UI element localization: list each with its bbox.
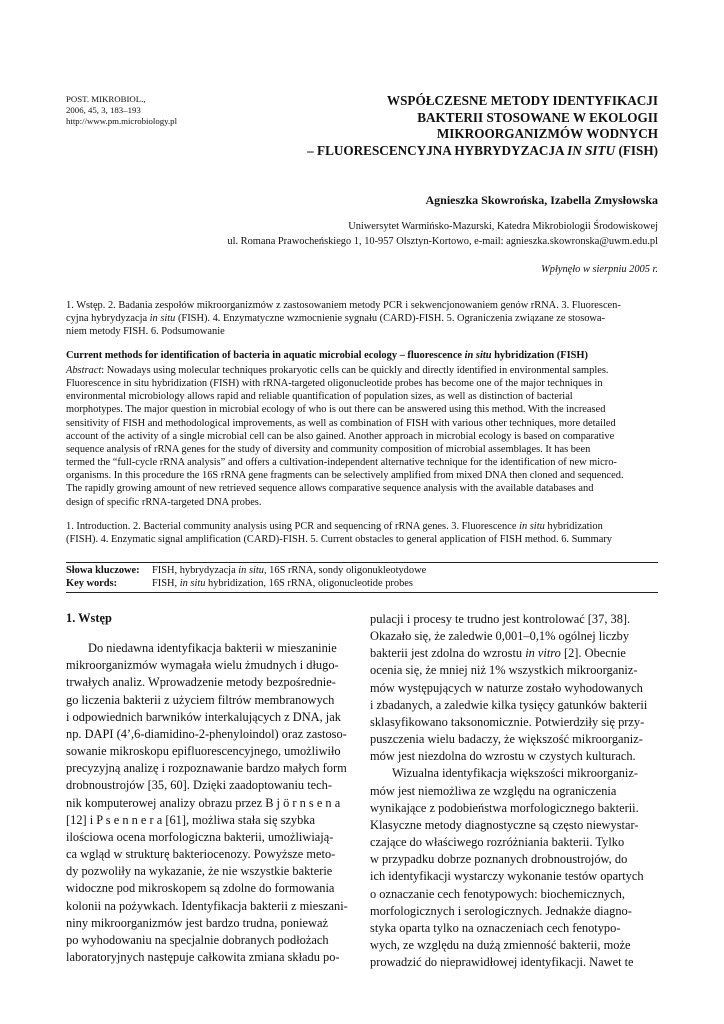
body-line: sowanie mikroskopu epifluorescencyjnego, umożliwiło [66, 744, 341, 759]
abstract-line: Abstract: Nowadays using molecular techniques prokaryotic cells can be quickly and directly identified in environmental samples. [66, 365, 609, 376]
body-line: morfologicznych i serologicznych. Jednakże diagno- [370, 903, 632, 918]
contents-english [66, 520, 658, 547]
body-line: Okazało się, że zaledwie 0,001–0,1% ogólnej liczby [370, 629, 630, 644]
affiliation-line-2: ul. Romana Prawocheńskiego 1, 10-957 Olsztyn-Kortowo, e-mail: agnieszka.skowronska@uwm.edu.pl [227, 236, 658, 247]
body-line: pulacji i procesy te trudno jest kontrolować [37, 38]. [370, 612, 631, 626]
body-line: go liczenia bakterii z użyciem filtrów membranowych [66, 692, 335, 707]
body-line: drobnoustrojów [35, 60]. Dzięki zaadoptowaniu tech- [66, 778, 332, 793]
english-title: Current methods for identification of bacteria in aquatic microbial ecology – fluorescence in situ hybridization (FISH) [66, 350, 588, 361]
body-line: ocenia się, że mniej niż 1% wszystkich mikroorganiz- [370, 663, 638, 678]
contents-polish-line: cyjna hybrydyzacja in situ (FISH). 4. Enzymatyczne wzmocnienie sygnału (CARD)-FISH. 5. Ograniczenia związane ze stosowa- [66, 313, 606, 325]
body-line: prowadzić do nieprawidłowej identyfikacji. Nawet te [370, 955, 634, 970]
abstract-line: environmental microbiology allows rapid and reliable quantification of population sizes, as well as distinction of bacterial [66, 391, 573, 403]
body-line: ich identyfikacji wystarczy wykonanie testów opartych [370, 869, 644, 884]
received-date: Wpłynęło w sierpniu 2005 r. [541, 264, 658, 275]
body-line: ca wgląd w strukturę bakteriocenozy. Powyższe meto- [66, 847, 336, 862]
abstract [66, 364, 658, 509]
abstract-line: account of the activity of a single microbial cell can be also gained. Another approach in microbial ecology is based on comparative [66, 430, 615, 442]
abstract-line: organisms. In this procedure the 16S rRNA gene fragments can be selectively amplified from mixed DNA then cloned and sequenced. [66, 470, 624, 482]
body-line: wych, ze względu na dużą zmienność bakterii, może [370, 937, 631, 952]
journal-name: POST. MIKROBIOL., [66, 94, 146, 104]
title-line-3: MIKROORGANIZMÓW WODNYCH [436, 126, 658, 142]
body-line: czające do właściwego rozróżniania bakterii. Tylko [370, 835, 625, 850]
body-line: mów jest niezdolna do wzrostu w czystych kulturach. [370, 749, 636, 764]
body-line: ilościowa ocena morfologiczna bakterii, umożliwiają- [66, 829, 334, 844]
body-line: o oznaczanie cech fenotypowych: biochemicznych, [370, 886, 625, 901]
body-line: bakterii jest zdolna do wzrostu in vitro [2]. Obecnie [370, 646, 626, 661]
body-line: kolonii na pożywkach. Identyfikacja bakterii z mieszani- [66, 898, 348, 913]
abstract-label: Abstract [66, 365, 102, 376]
journal-url: http://www.pm.microbiology.pl [66, 116, 178, 126]
body-column-left [66, 610, 354, 966]
authors: Agnieszka Skowrońska, Izabella Zmysłowska [425, 193, 658, 207]
article-title [238, 93, 658, 159]
body-line: precyzyjną analizę i rozpoznawanie bardzo małych form [66, 761, 347, 776]
contents-polish-line: 1. Wstęp. 2. Badania zespołów mikroorganizmów z zastosowaniem metody PCR i sekwencjonowaniem genów rRNA. 3. Fluorescen- [66, 300, 621, 311]
body-line: puszczenia wielu badaczy, że większość mikroorganiz- [370, 732, 643, 747]
body-line: mów jest niemożliwa ze względu na ograniczenia [370, 783, 617, 798]
journal-issue: 2006, 45, 3, 183–193 [66, 105, 141, 115]
body-line: Do niedawna identyfikacja bakterii w mieszaninie [88, 641, 337, 656]
abstract-line: termed the “full-cycle rRNA analysis” and offers a cultivation-independent alternative technique for the identification of new micro- [66, 457, 617, 469]
body-line: niny mikroorganizmów jest bardzo trudna, ponieważ [66, 915, 328, 930]
body-line: styka oparta tylko na oznaczeniach cech fenotypo- [370, 920, 621, 935]
body-line: Klasyczne metody diagnostyczne są często niewystar- [370, 817, 639, 832]
body-line: wynikające z podobieństwa morfologicznego bakterii. [370, 800, 639, 815]
body-line: sklasyfikowano taksonomicznie. Potwierdziły się przy- [370, 714, 645, 729]
contents-polish-line: niem metody FISH. 6. Podsumowanie [66, 326, 225, 338]
affiliation [98, 219, 658, 249]
keywords [66, 565, 658, 590]
abstract-line: morphotypes. The major question in microbial ecology of who is out there can be answered using this method. With the increased [66, 404, 606, 416]
body-column-right [370, 611, 658, 971]
contents-english-line: (FISH). 4. Enzymatic signal amplification (CARD)-FISH. 5. Current obstacles to general application of FISH method. 6. Summary [66, 534, 612, 546]
body-line: w przypadku dobrze poznanych drobnoustrojów, do [370, 852, 628, 867]
contents-english-line: 1. Introduction. 2. Bacterial community analysis using PCR and sequencing of rRNA genes. 3. Fluorescence in situ hybridization [66, 521, 603, 532]
divider-top [66, 562, 658, 563]
divider-bottom [66, 592, 658, 593]
keywords-polish: Słowa kluczowe: FISH, hybrydyzacja in situ, 16S rRNA, sondy oligonukleotydowe [66, 565, 427, 576]
body-line: [12] i P s e n n e r a [61], możliwa stała się szybka [66, 812, 316, 827]
contents-polish [66, 299, 658, 338]
title-line-2: BAKTERII STOSOWANE W EKOLOGII [417, 109, 658, 125]
abstract-line: design of specific rRNA-targeted DNA probes. [66, 496, 262, 508]
abstract-line: Fluorescence in situ hybridization (FISH) with rRNA-targeted oligonucleotide probes has become one of the major techniques in [66, 378, 603, 390]
body-line: trwałych analiz. Wprowadzenie metody bezpośrednie- [66, 675, 336, 690]
keywords-english-label: Key words: [66, 577, 118, 589]
body-line: i zbadanych, a zaledwie kilka tysięcy gatunków bakterii [370, 697, 648, 712]
section-heading: 1. Wstęp [66, 611, 112, 625]
affiliation-line-1: Uniwersytet Warmińsko-Mazurski, Katedra Mikrobiologii Środowiskowej [348, 221, 658, 232]
keywords-polish-label: Słowa kluczowe: [66, 565, 140, 576]
title-line-1: WSPÓŁCZESNE METODY IDENTYFIKACJI [386, 93, 658, 108]
title-line-4: – FLUORESCENCYJNA HYBRYDYZACJA IN SITU (FISH) [307, 142, 658, 158]
body-line: po wyhodowaniu na specjalnie dobranych podłożach [66, 932, 329, 947]
abstract-line: The rapidly growing amount of new retrieved sequence allows comparative sequence analysis with the available databases and [66, 483, 594, 495]
body-line: mów występujących w naturze zostało wyhodowanych [370, 680, 643, 695]
body-line: nik komputerowej analizy obrazu przez B j ö r n s e n a [66, 795, 341, 810]
abstract-line: sequence analysis of rRNA genes for the study of diversity and community composition of microbial assemblages. It has been [66, 443, 591, 455]
keywords-english: Key words: FISH, in situ hybridization, 16S rRNA, oligonucleotide probes [66, 577, 413, 589]
body-line: laboratoryjnych następuje całkowita zmiana składu po- [66, 949, 340, 964]
body-line: widoczne pod mikroskopem są zdolne do formowania [66, 881, 335, 896]
body-line: np. DAPI (4’,6-diamidino-2-phenyloindol) oraz zastoso- [66, 726, 347, 741]
body-line: dy pozwoliły na wykazanie, że nie wszystkie bakterie [66, 864, 333, 879]
body-line: Wizualna identyfikacja większości mikroorganiz- [392, 766, 638, 781]
abstract-line: sensitivity of FISH and methodological improvements, as well as combination of FISH with various other techniques, more detailed [66, 417, 616, 429]
body-line: mikroorganizmów wymagała wielu żmudnych i długo- [66, 658, 339, 673]
body-line: i odpowiednich barwników interkalujących z DNA, jak [66, 709, 341, 724]
